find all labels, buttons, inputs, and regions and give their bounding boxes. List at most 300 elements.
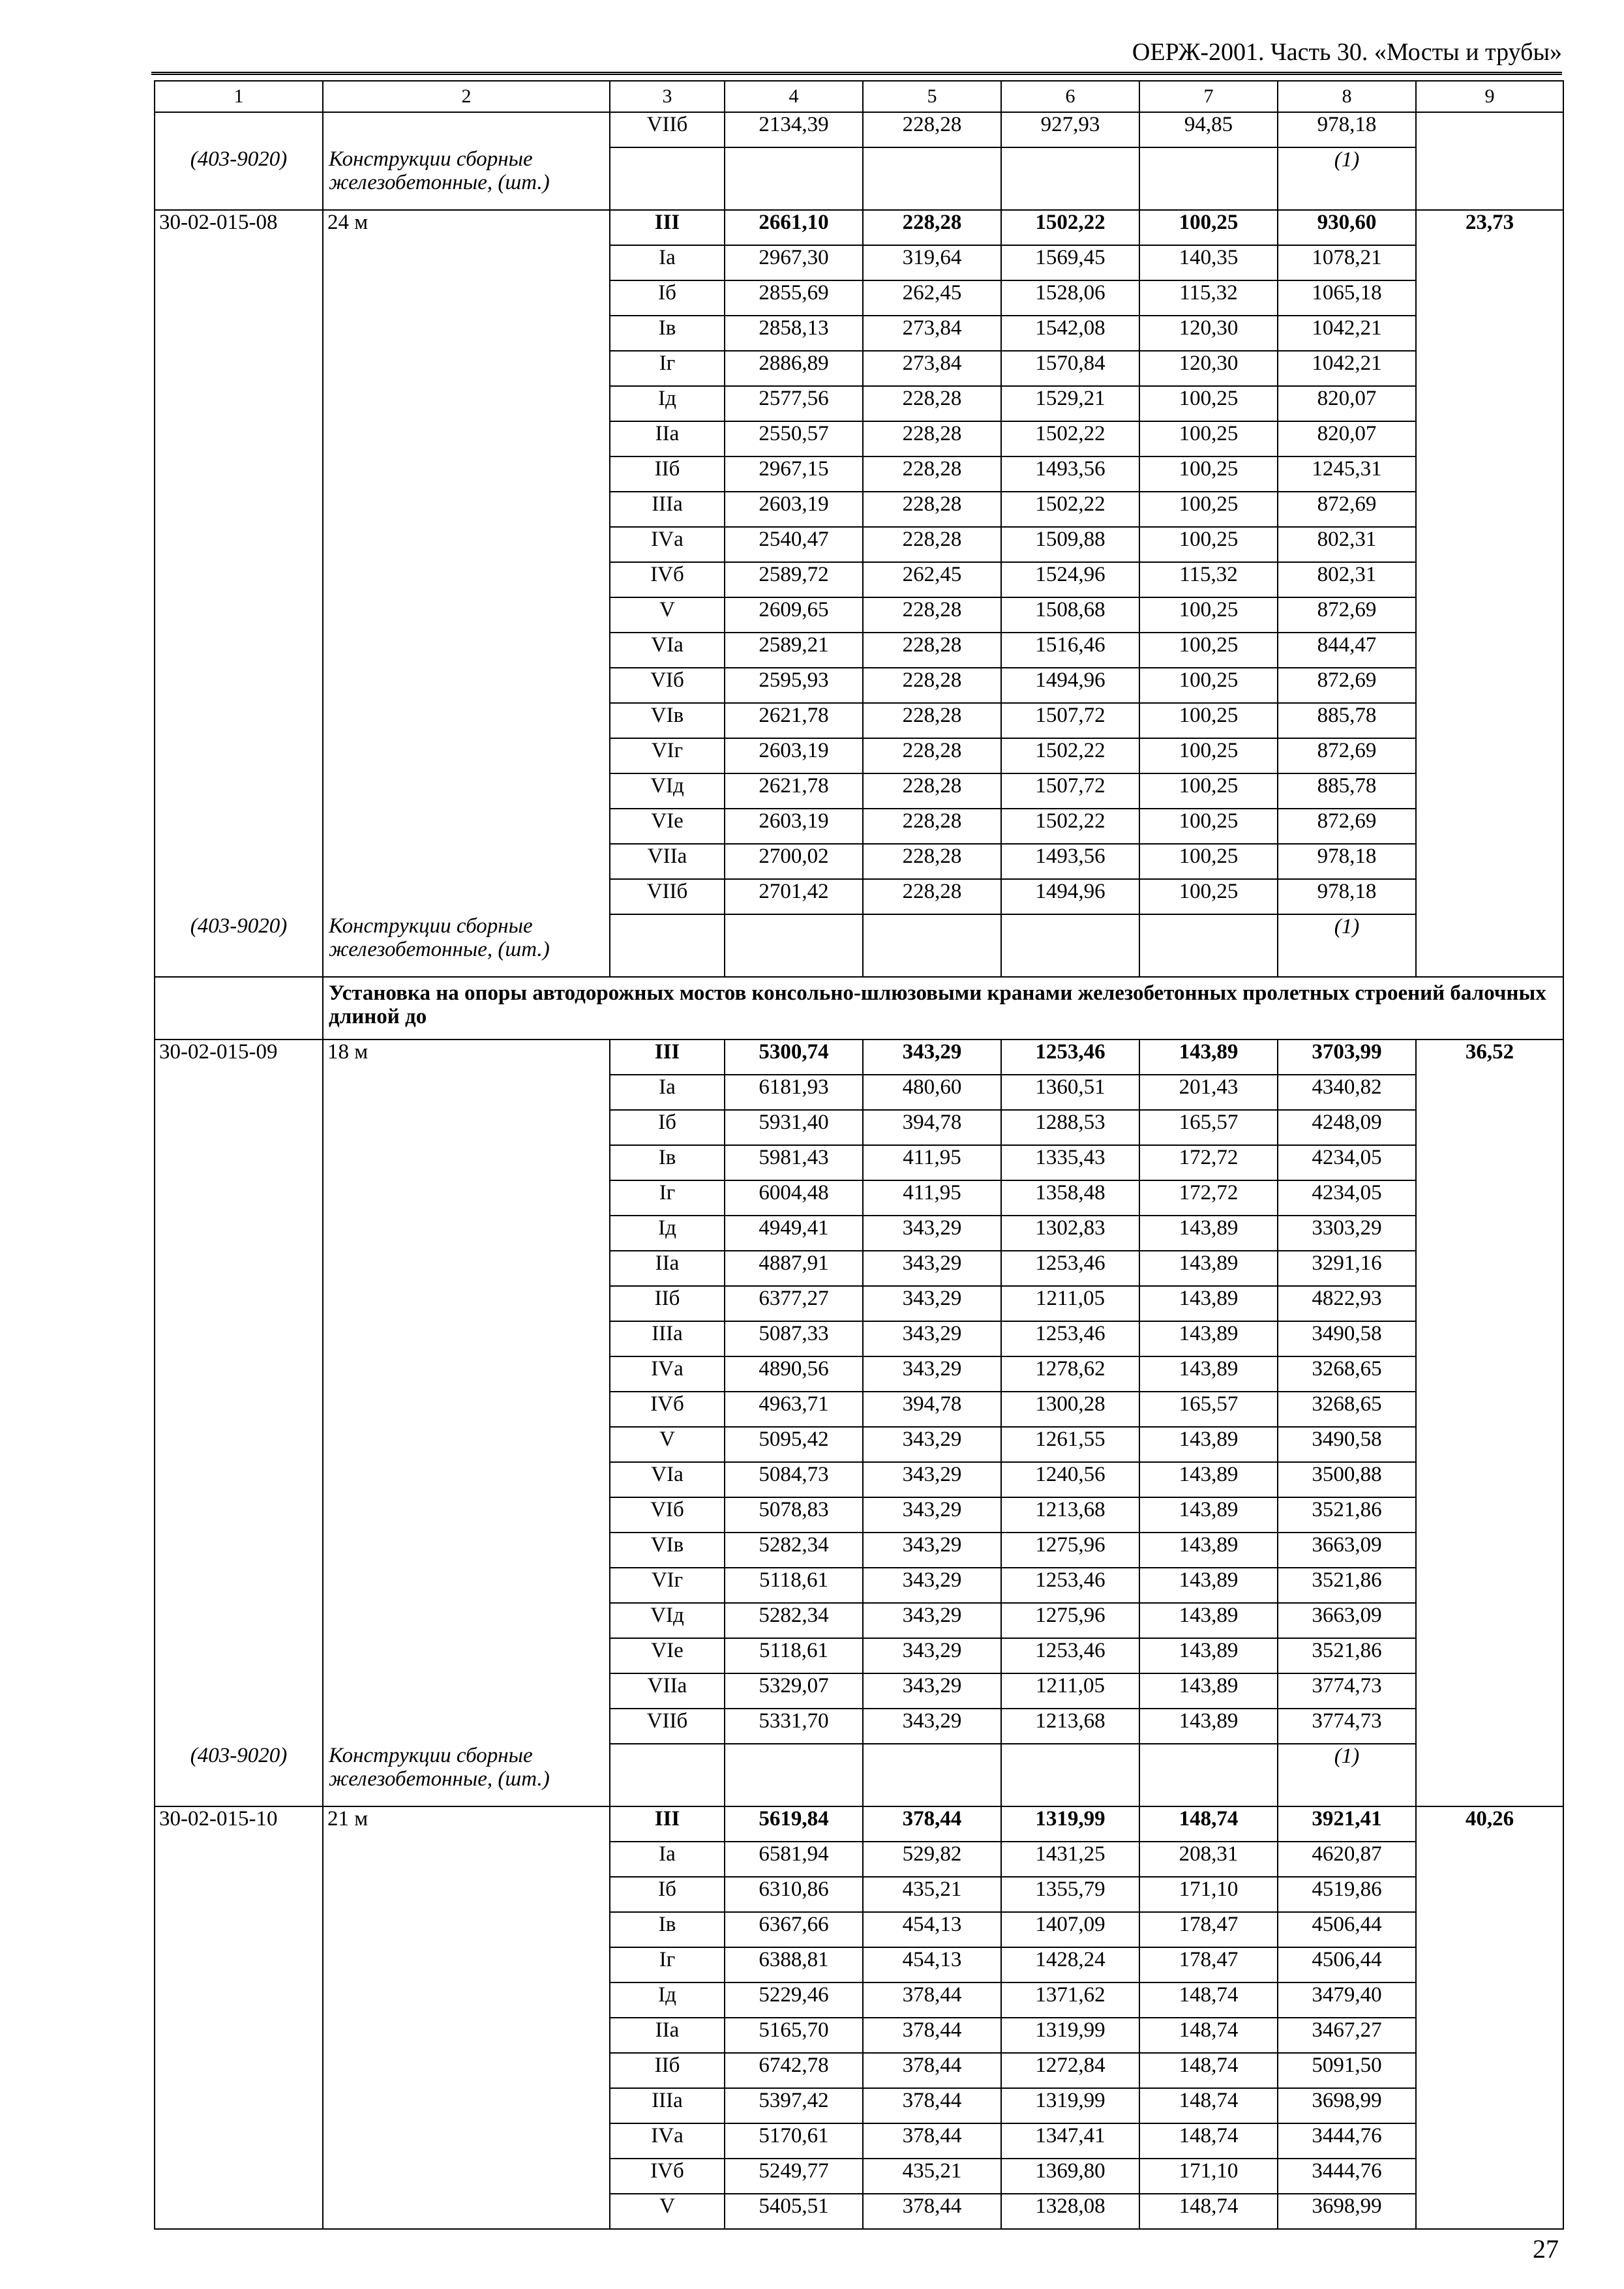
value-cell: 378,44 [863, 1806, 1001, 1842]
table-row [155, 280, 1563, 316]
table-row [155, 1673, 1563, 1709]
description-cell [323, 1356, 610, 1392]
resource-row [155, 1744, 1563, 1806]
value-cell: 228,28 [863, 210, 1001, 245]
value-cell: 4248,09 [1278, 1110, 1416, 1145]
value-cell: 3698,99 [1278, 2088, 1416, 2123]
value-cell: 228,28 [863, 421, 1001, 456]
section-empty-cell [155, 977, 323, 1040]
table-row [155, 1638, 1563, 1673]
table-row [155, 1392, 1563, 1427]
value-cell: 2967,15 [725, 456, 863, 492]
description-cell [323, 1075, 610, 1110]
table-row [155, 210, 1563, 245]
value-cell [1416, 1709, 1563, 1744]
value-cell: 2609,65 [725, 597, 863, 633]
value-cell: 3500,88 [1278, 1462, 1416, 1497]
value-cell: 172,72 [1139, 1180, 1278, 1216]
code-cell [155, 1356, 323, 1392]
zone-cell: Iб [610, 1877, 725, 1912]
code-cell [155, 1638, 323, 1673]
description-cell [323, 1110, 610, 1145]
empty-cell [863, 147, 1001, 210]
value-cell [1416, 2123, 1563, 2159]
value-cell: 1493,56 [1001, 844, 1139, 879]
value-cell: 343,29 [863, 1709, 1001, 1744]
value-cell: 5229,46 [725, 1982, 863, 2018]
value-cell: 5084,73 [725, 1462, 863, 1497]
value-cell: 343,29 [863, 1673, 1001, 1709]
value-cell: 1529,21 [1001, 386, 1139, 421]
zone-cell: VIIб [610, 879, 725, 914]
value-cell: 1253,46 [1001, 1321, 1139, 1356]
value-cell: 872,69 [1278, 738, 1416, 773]
value-cell: 1507,72 [1001, 703, 1139, 738]
value-cell: 802,31 [1278, 562, 1416, 597]
value-cell: 148,74 [1139, 2018, 1278, 2053]
value-cell [1416, 1673, 1563, 1709]
resource-count-cell: (1) [1278, 1744, 1416, 1806]
value-cell [1416, 1286, 1563, 1321]
code-cell [155, 245, 323, 280]
value-cell [1416, 112, 1563, 147]
description-cell [323, 1603, 610, 1638]
value-cell: 1272,84 [1001, 2053, 1139, 2088]
table-row [155, 1709, 1563, 1744]
description-cell [323, 2194, 610, 2229]
code-cell [155, 1877, 323, 1912]
value-cell: 343,29 [863, 1427, 1001, 1462]
zone-cell: VIд [610, 773, 725, 809]
value-cell: 6310,86 [725, 1877, 863, 1912]
zone-cell: Iб [610, 1110, 725, 1145]
code-cell [155, 1075, 323, 1110]
value-cell: 872,69 [1278, 668, 1416, 703]
value-cell: 178,47 [1139, 1947, 1278, 1982]
value-cell: 228,28 [863, 809, 1001, 844]
zone-cell: Iд [610, 386, 725, 421]
value-cell: 178,47 [1139, 1912, 1278, 1947]
value-cell: 1328,08 [1001, 2194, 1139, 2229]
value-cell: 378,44 [863, 2194, 1001, 2229]
zone-cell: VIг [610, 738, 725, 773]
value-cell [1416, 2018, 1563, 2053]
code-cell [155, 738, 323, 773]
value-cell: 454,13 [863, 1947, 1001, 1982]
value-cell: 143,89 [1139, 1497, 1278, 1533]
description-cell [323, 1180, 610, 1216]
value-cell: 6367,66 [725, 1912, 863, 1947]
value-cell [1416, 1075, 1563, 1110]
value-cell: 5397,42 [725, 2088, 863, 2123]
value-cell: 394,78 [863, 1110, 1001, 1145]
zone-cell: VIд [610, 1603, 725, 1638]
value-cell: 872,69 [1278, 492, 1416, 527]
value-cell: 5091,50 [1278, 2053, 1416, 2088]
value-cell: 2595,93 [725, 668, 863, 703]
empty-cell [610, 147, 725, 210]
resource-code-cell: (403-9020) [155, 147, 323, 210]
value-cell: 1253,46 [1001, 1040, 1139, 1075]
value-cell: 378,44 [863, 2018, 1001, 2053]
value-cell: 3291,16 [1278, 1251, 1416, 1286]
value-cell: 2603,19 [725, 809, 863, 844]
value-cell: 143,89 [1139, 1709, 1278, 1744]
zone-cell: III [610, 1040, 725, 1075]
value-cell: 143,89 [1139, 1638, 1278, 1673]
value-cell [1416, 2088, 1563, 2123]
value-cell: 2589,72 [725, 562, 863, 597]
description-cell [323, 2053, 610, 2088]
value-cell: 3444,76 [1278, 2123, 1416, 2159]
value-cell [1416, 1842, 1563, 1877]
value-cell: 2621,78 [725, 773, 863, 809]
section-heading: Установка на опоры автодорожных мостов консольно-шлюзовыми кранами железобетонных пролетных строений балочных длиной до [323, 977, 1563, 1040]
code-cell [155, 2159, 323, 2194]
description-cell [323, 1321, 610, 1356]
value-cell: 143,89 [1139, 1568, 1278, 1603]
code-cell [155, 597, 323, 633]
code-cell [155, 773, 323, 809]
value-cell: 5249,77 [725, 2159, 863, 2194]
table-row [155, 386, 1563, 421]
table-row [155, 1216, 1563, 1251]
table-row [155, 527, 1563, 562]
description-cell [323, 112, 610, 147]
description-cell [323, 1533, 610, 1568]
value-cell: 343,29 [863, 1497, 1001, 1533]
table-row [155, 1321, 1563, 1356]
table-row [155, 773, 1563, 809]
code-cell [155, 1251, 323, 1286]
value-cell: 6388,81 [725, 1947, 863, 1982]
value-cell [1416, 1877, 1563, 1912]
value-cell: 3698,99 [1278, 2194, 1416, 2229]
value-cell: 100,25 [1139, 773, 1278, 809]
table-row [155, 1568, 1563, 1603]
value-cell: 120,30 [1139, 351, 1278, 386]
value-cell: 100,25 [1139, 492, 1278, 527]
value-cell: 978,18 [1278, 112, 1416, 147]
value-cell: 228,28 [863, 738, 1001, 773]
value-cell: 1508,68 [1001, 597, 1139, 633]
description-cell [323, 316, 610, 351]
value-cell: 927,93 [1001, 112, 1139, 147]
value-cell: 148,74 [1139, 1806, 1278, 1842]
value-cell: 100,25 [1139, 597, 1278, 633]
value-cell: 3303,29 [1278, 1216, 1416, 1251]
value-cell [1416, 1427, 1563, 1462]
table-row [155, 597, 1563, 633]
value-cell: 6004,48 [725, 1180, 863, 1216]
zone-cell: VIв [610, 703, 725, 738]
value-cell [1416, 1912, 1563, 1947]
value-cell: 3268,65 [1278, 1356, 1416, 1392]
value-cell [1416, 1603, 1563, 1638]
value-cell: 1502,22 [1001, 738, 1139, 773]
value-cell: 1240,56 [1001, 1462, 1139, 1497]
description-cell: 21 м [323, 1806, 610, 1842]
table-row [155, 245, 1563, 280]
value-cell: 435,21 [863, 2159, 1001, 2194]
value-cell: 343,29 [863, 1040, 1001, 1075]
value-cell: 2967,30 [725, 245, 863, 280]
code-cell [155, 1216, 323, 1251]
value-cell: 4949,41 [725, 1216, 863, 1251]
value-cell: 228,28 [863, 703, 1001, 738]
value-cell: 3479,40 [1278, 1982, 1416, 2018]
value-cell: 343,29 [863, 1638, 1001, 1673]
value-cell: 1502,22 [1001, 809, 1139, 844]
value-cell: 4890,56 [725, 1356, 863, 1392]
value-cell: 844,47 [1278, 633, 1416, 668]
value-cell: 2550,57 [725, 421, 863, 456]
table-row [155, 1603, 1563, 1638]
description-cell [323, 1392, 610, 1427]
value-cell: 115,32 [1139, 562, 1278, 597]
code-cell [155, 2018, 323, 2053]
value-cell [1416, 879, 1563, 914]
value-cell: 885,78 [1278, 773, 1416, 809]
zone-cell: Iб [610, 280, 725, 316]
zone-cell: III [610, 210, 725, 245]
description-cell [323, 386, 610, 421]
zone-cell: IVа [610, 2123, 725, 2159]
value-cell: 4340,82 [1278, 1075, 1416, 1110]
empty-cell [1416, 914, 1563, 977]
zone-cell: IVа [610, 1356, 725, 1392]
description-cell [323, 773, 610, 809]
value-cell: 228,28 [863, 597, 1001, 633]
description-cell [323, 1462, 610, 1497]
empty-cell [725, 147, 863, 210]
value-cell [1416, 2159, 1563, 2194]
description-cell [323, 1427, 610, 1462]
code-cell [155, 844, 323, 879]
value-cell: 273,84 [863, 316, 1001, 351]
zone-cell: IIа [610, 1251, 725, 1286]
description-cell [323, 2088, 610, 2123]
value-cell: 100,25 [1139, 703, 1278, 738]
table-row [155, 2018, 1563, 2053]
description-cell [323, 633, 610, 668]
value-cell: 100,25 [1139, 809, 1278, 844]
value-cell: 2661,10 [725, 210, 863, 245]
value-cell: 1211,05 [1001, 1286, 1139, 1321]
table-row [155, 562, 1563, 597]
zone-cell: III [610, 1806, 725, 1842]
zone-cell: IIб [610, 1286, 725, 1321]
price-table [154, 80, 1564, 2230]
value-cell: 1494,96 [1001, 668, 1139, 703]
zone-cell: Iг [610, 351, 725, 386]
code-cell [155, 1533, 323, 1568]
zone-cell: IIIа [610, 492, 725, 527]
value-cell: 115,32 [1139, 280, 1278, 316]
zone-cell: IVб [610, 1392, 725, 1427]
value-cell: 480,60 [863, 1075, 1001, 1110]
value-cell: 228,28 [863, 773, 1001, 809]
value-cell [1416, 597, 1563, 633]
description-cell: 24 м [323, 210, 610, 245]
empty-cell [863, 1744, 1001, 1806]
table-row [155, 1251, 1563, 1286]
value-cell [1416, 809, 1563, 844]
table-row [155, 1947, 1563, 1982]
value-cell: 3774,73 [1278, 1709, 1416, 1744]
table-row [155, 1180, 1563, 1216]
zone-cell: VIIб [610, 112, 725, 147]
value-cell: 100,25 [1139, 633, 1278, 668]
value-cell [1416, 1110, 1563, 1145]
zone-cell: VIа [610, 633, 725, 668]
value-cell: 3774,73 [1278, 1673, 1416, 1709]
value-cell: 2577,56 [725, 386, 863, 421]
value-cell: 1319,99 [1001, 1806, 1139, 1842]
value-cell: 3490,58 [1278, 1321, 1416, 1356]
value-cell: 100,25 [1139, 456, 1278, 492]
description-cell [323, 1216, 610, 1251]
table-row [155, 1356, 1563, 1392]
resource-count-cell: (1) [1278, 914, 1416, 977]
value-cell: 262,45 [863, 562, 1001, 597]
empty-cell [1416, 1744, 1563, 1806]
table-row [155, 456, 1563, 492]
value-cell: 3521,86 [1278, 1497, 1416, 1533]
code-cell [155, 2088, 323, 2123]
zone-cell: Iв [610, 316, 725, 351]
column-number-cell: 6 [1001, 81, 1139, 112]
code-cell [155, 112, 323, 147]
zone-cell: Iв [610, 1145, 725, 1180]
table-row [155, 1427, 1563, 1462]
value-cell: 3703,99 [1278, 1040, 1416, 1075]
value-cell: 208,31 [1139, 1842, 1278, 1877]
value-cell: 228,28 [863, 456, 1001, 492]
value-cell [1416, 1321, 1563, 1356]
value-cell: 5405,51 [725, 2194, 863, 2229]
value-cell: 2858,13 [725, 316, 863, 351]
table-row [155, 421, 1563, 456]
description-cell [323, 809, 610, 844]
value-cell: 378,44 [863, 2123, 1001, 2159]
value-cell: 1509,88 [1001, 527, 1139, 562]
zone-cell: VIб [610, 1497, 725, 1533]
description-cell [323, 245, 610, 280]
value-cell: 5619,84 [725, 1806, 863, 1842]
value-cell [1416, 421, 1563, 456]
value-cell: 411,95 [863, 1180, 1001, 1216]
value-cell: 820,07 [1278, 421, 1416, 456]
description-cell [323, 738, 610, 773]
description-cell [323, 879, 610, 914]
value-cell: 100,25 [1139, 210, 1278, 245]
code-cell [155, 1392, 323, 1427]
column-number-cell: 1 [155, 81, 323, 112]
zone-cell: VIе [610, 809, 725, 844]
value-cell [1416, 738, 1563, 773]
value-cell: 1253,46 [1001, 1251, 1139, 1286]
value-cell: 1407,09 [1001, 1912, 1139, 1947]
value-cell: 148,74 [1139, 2123, 1278, 2159]
zone-cell: VIIа [610, 1673, 725, 1709]
value-cell: 435,21 [863, 1877, 1001, 1912]
table-row [155, 1075, 1563, 1110]
value-cell: 1428,24 [1001, 1947, 1139, 1982]
table-row [155, 809, 1563, 844]
value-cell: 1524,96 [1001, 562, 1139, 597]
value-cell: 228,28 [863, 386, 1001, 421]
value-cell: 2701,42 [725, 879, 863, 914]
value-cell: 4234,05 [1278, 1145, 1416, 1180]
value-cell [1416, 1251, 1563, 1286]
code-cell [155, 1180, 323, 1216]
zone-cell: IVа [610, 527, 725, 562]
value-cell: 1494,96 [1001, 879, 1139, 914]
value-cell: 120,30 [1139, 316, 1278, 351]
column-number-cell: 8 [1278, 81, 1416, 112]
code-cell: 30-02-015-08 [155, 210, 323, 245]
value-cell: 143,89 [1139, 1427, 1278, 1462]
empty-cell [1139, 1744, 1278, 1806]
column-number-row [155, 81, 1563, 112]
code-cell [155, 2194, 323, 2229]
resource-name-cell: Конструкции сборные железобетонные, (шт.) [323, 147, 610, 210]
code-cell [155, 1842, 323, 1877]
code-cell [155, 1110, 323, 1145]
empty-cell [1001, 1744, 1139, 1806]
description-cell [323, 421, 610, 456]
value-cell [1416, 456, 1563, 492]
table-row [155, 2159, 1563, 2194]
description-cell [323, 1842, 610, 1877]
value-cell: 2886,89 [725, 351, 863, 386]
value-cell [1416, 1568, 1563, 1603]
value-cell: 171,10 [1139, 1877, 1278, 1912]
code-cell [155, 562, 323, 597]
code-cell [155, 1145, 323, 1180]
resource-row [155, 914, 1563, 977]
code-cell [155, 703, 323, 738]
value-cell: 228,28 [863, 527, 1001, 562]
value-cell [1416, 633, 1563, 668]
value-cell: 378,44 [863, 2053, 1001, 2088]
table-row [155, 738, 1563, 773]
zone-cell: Iа [610, 1075, 725, 1110]
value-cell: 343,29 [863, 1321, 1001, 1356]
value-cell [1416, 1947, 1563, 1982]
code-cell [155, 1497, 323, 1533]
empty-cell [725, 1744, 863, 1806]
value-cell: 1358,48 [1001, 1180, 1139, 1216]
value-cell: 343,29 [863, 1462, 1001, 1497]
description-cell [323, 2159, 610, 2194]
zone-cell: Iд [610, 1216, 725, 1251]
value-cell: 1335,43 [1001, 1145, 1139, 1180]
code-cell [155, 280, 323, 316]
code-cell [155, 1673, 323, 1709]
table-row [155, 1040, 1563, 1075]
code-cell [155, 633, 323, 668]
code-cell [155, 386, 323, 421]
table-row [155, 2194, 1563, 2229]
table-row [155, 316, 1563, 351]
value-cell [1416, 668, 1563, 703]
value-cell: 100,25 [1139, 421, 1278, 456]
value-cell: 885,78 [1278, 703, 1416, 738]
value-cell: 228,28 [863, 879, 1001, 914]
description-cell [323, 527, 610, 562]
